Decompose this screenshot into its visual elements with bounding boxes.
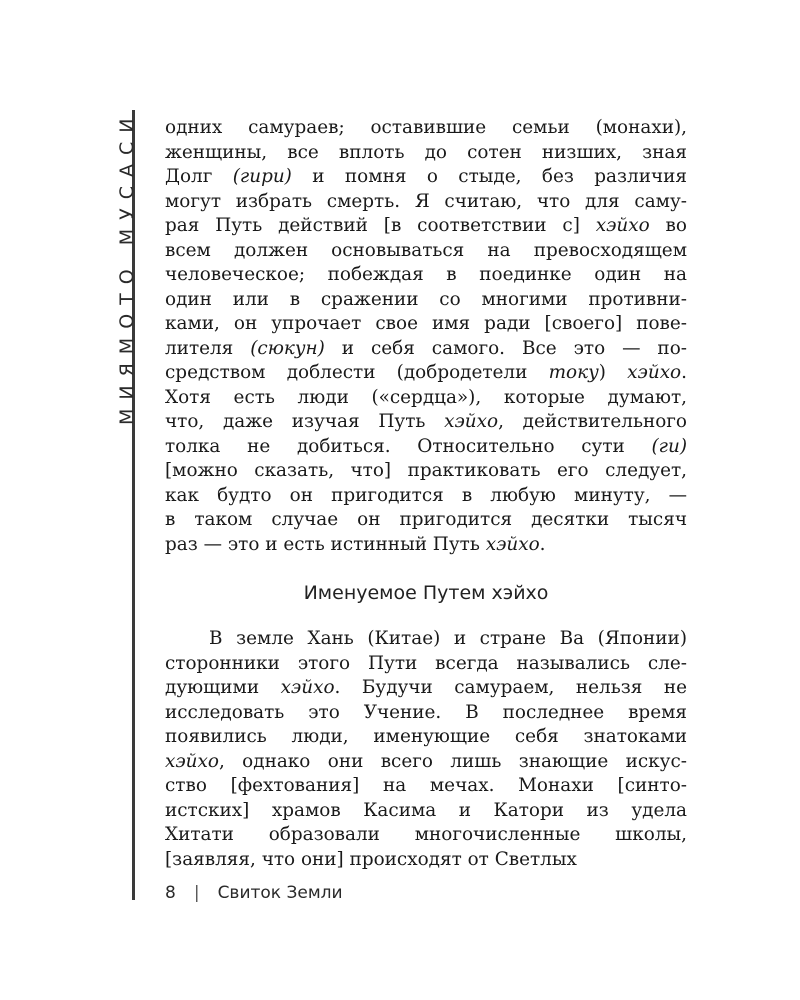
italic-term: хэйхо	[595, 215, 650, 236]
text-line	[165, 676, 687, 701]
text-run: в таком случае он пригодится десятки тысяч	[165, 509, 687, 530]
text-run: один или в сражении со многими противни-	[165, 288, 687, 310]
text-run: средством доблести (добродетели	[165, 362, 549, 383]
text-run: Долг	[165, 166, 233, 187]
text-line	[165, 652, 687, 677]
text-run: [можно сказать, что] практиковать его следует,	[165, 460, 687, 481]
text-line	[165, 627, 687, 652]
italic-term: (ги)	[651, 435, 687, 457]
text-run: толка не добиться. Относительно сути	[165, 435, 652, 457]
italic-term: хэйхо	[280, 677, 335, 698]
text-run: сторонники этого Пути всегда назывались сле-	[165, 652, 687, 674]
text-run: Хитати образовали многочисленные школы,	[165, 824, 687, 845]
text-line	[165, 361, 687, 386]
text-run: ками, он упрочает свое имя ради [своего] пове-	[165, 313, 687, 334]
text-run: раз — это и есть истинный Путь	[165, 533, 486, 555]
text-line	[165, 214, 687, 239]
text-run: .	[539, 533, 546, 555]
text-line	[165, 508, 687, 533]
text-line	[165, 386, 687, 411]
text-run: рая Путь действий [в соответствии с]	[165, 215, 596, 236]
page-footer	[165, 883, 343, 903]
italic-term: хэйхо	[165, 750, 219, 772]
footer-separator: |	[193, 883, 200, 903]
text-run: и себя самого. Все это — по-	[324, 337, 687, 359]
italic-term: току	[548, 362, 599, 383]
text-run: появились люди, именующие себя знатоками	[165, 726, 687, 747]
running-head: МИЯМОТО МУСАСИ	[116, 109, 138, 425]
text-run: лителя	[165, 337, 251, 359]
text-line	[165, 701, 687, 726]
text-run: одних самураев; оставившие семьи (монахи),	[165, 117, 687, 138]
text-line	[165, 484, 687, 509]
text-run: истских] храмов Касима и Катори из удела	[165, 799, 687, 821]
paragraph	[165, 116, 687, 557]
text-run: .	[681, 362, 687, 383]
text-run: женщины, все вплоть до сотен низших, зная	[165, 141, 687, 163]
text-run: . Будучи самураем, нельзя не	[334, 677, 687, 698]
text-line	[165, 288, 687, 313]
text-line	[165, 774, 687, 799]
page-text	[165, 116, 687, 872]
text-line	[165, 190, 687, 215]
text-line	[165, 459, 687, 484]
text-run: могут избрать смерть. Я считаю, что для саму-	[165, 190, 687, 212]
text-run: как будто он пригодится в любую минуту, —	[165, 484, 687, 506]
text-line	[165, 435, 687, 460]
text-line	[165, 312, 687, 337]
italic-term: хэйхо	[627, 362, 682, 383]
text-run: что, даже изучая Путь	[165, 411, 445, 432]
text-line	[165, 823, 687, 848]
text-run: во	[649, 215, 687, 236]
text-line	[165, 116, 687, 141]
text-run: и помня о стыде, без различия	[291, 166, 687, 187]
italic-term: (сюкун)	[250, 337, 325, 359]
text-line	[165, 263, 687, 288]
text-run: всем должен основываться на превосходящем	[165, 239, 687, 261]
text-line	[165, 239, 687, 264]
text-line	[165, 799, 687, 824]
text-line	[165, 410, 687, 435]
text-line	[165, 848, 687, 873]
italic-term: (гири)	[232, 166, 292, 187]
italic-term: хэйхо	[444, 411, 499, 432]
text-line	[165, 165, 687, 190]
text-line	[165, 337, 687, 362]
italic-term: хэйхо	[485, 533, 540, 555]
chapter-title: Свиток Земли	[217, 883, 343, 903]
text-run: исследовать это Учение. В последнее время	[165, 701, 687, 723]
text-line	[165, 141, 687, 166]
text-run: человеческое; побеждая в поединке один на	[165, 264, 687, 285]
text-run: ство [фехтования] на мечах. Монахи [синто-	[165, 775, 687, 796]
text-run: дующими	[165, 677, 281, 698]
section-heading: Именуемое Путем хэйхо	[303, 582, 549, 604]
text-line	[165, 750, 687, 775]
section-gap	[165, 557, 687, 581]
text-run: , однако они всего лишь знающие искус-	[218, 750, 687, 772]
paragraph	[165, 627, 687, 872]
text-line	[165, 533, 687, 558]
text-run: )	[598, 362, 628, 383]
text-run: Хотя есть люди («сердца»), которые думают,	[165, 386, 687, 408]
text-run: В земле Хань (Китае) и стране Ва (Японии)	[209, 628, 687, 649]
text-run: [заявляя, что они] происходят от Светлых	[165, 848, 577, 870]
page-number: 8	[165, 883, 176, 903]
text-line	[165, 725, 687, 750]
text-run: , действительного	[498, 411, 688, 432]
